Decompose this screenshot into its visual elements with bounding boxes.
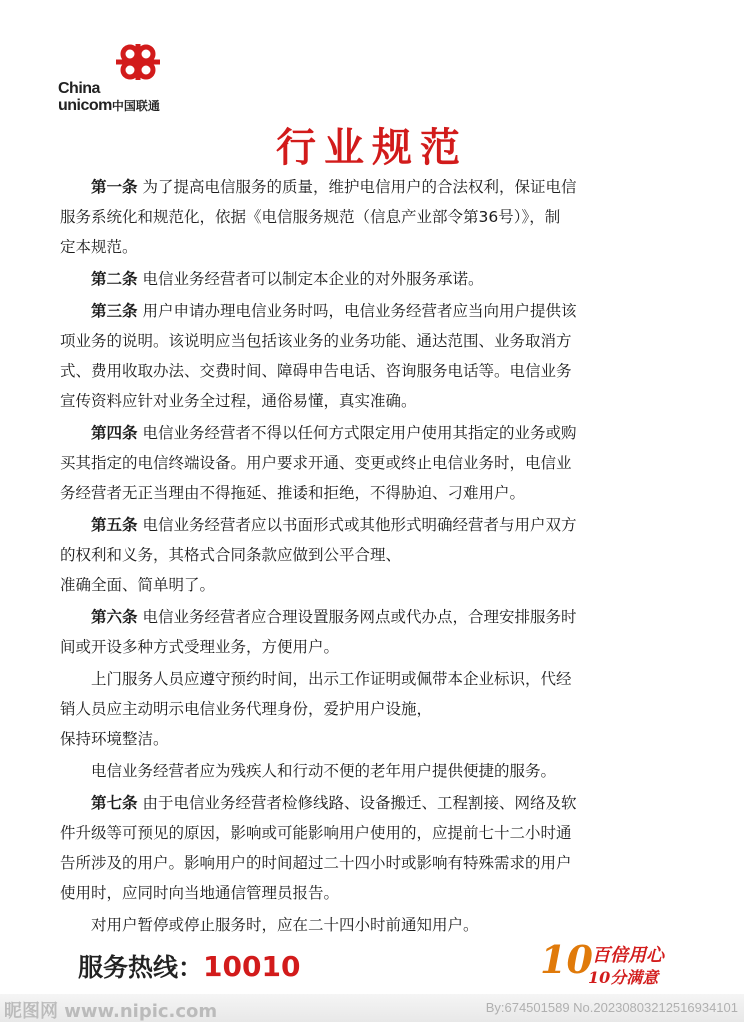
regulation-body <box>60 172 680 942</box>
article-line <box>60 848 680 878</box>
article-text: 项业务的说明。该说明应当包括该业务的业务功能、通达范围、业务取消方 <box>60 332 572 350</box>
slogan-badge <box>540 935 690 995</box>
article-text: 电信业务经营者应以书面形式或其他形式明确经营者与用户双方 <box>142 516 577 534</box>
article-line <box>60 418 680 448</box>
article-line <box>60 540 680 570</box>
article-text: 电信业务经营者应合理设置服务网点或代办点，合理安排服务时 <box>142 608 577 626</box>
page-title: 行业规范 <box>276 124 468 171</box>
article-label: 第五条 <box>91 516 138 534</box>
article-label: 第六条 <box>91 608 138 626</box>
article-text: 电信业务经营者不得以任何方式限定用户使用其指定的业务或购 <box>142 424 577 442</box>
article-line <box>60 632 680 662</box>
unicom-knot-icon <box>110 42 176 82</box>
article-text: 使用时，应同时向当地通信管理员报告。 <box>60 884 340 902</box>
article-line <box>60 756 680 786</box>
article-text: 件升级等可预见的原因，影响或可能影响用户使用的，应提前七十二小时通 <box>60 824 572 842</box>
logo-text-unicom-en: unicom <box>58 97 112 114</box>
article-line <box>60 878 680 908</box>
article-text: 准确全面、简单明了。 <box>60 576 216 594</box>
slogan-line-1: 百倍用心 <box>592 945 664 966</box>
article-paragraph <box>60 264 680 294</box>
article-paragraph <box>60 788 680 908</box>
article-line <box>60 478 680 508</box>
article-line <box>60 788 680 818</box>
article-line <box>60 202 680 232</box>
article-paragraph <box>60 756 680 786</box>
article-label: 第三条 <box>91 302 138 320</box>
article-line <box>60 264 680 294</box>
slogan-line-2: 10分满意 <box>588 968 659 987</box>
article-line <box>60 448 680 478</box>
article-label: 第七条 <box>91 794 138 812</box>
article-text: 服务系统化和规范化，依据《电信服务规范（信息产业部令第36号）》，制 <box>60 208 561 226</box>
article-text: 电信业务经营者应为残疾人和行动不便的老年用户提供便捷的服务。 <box>91 762 557 780</box>
watermark-site: 昵图网 www.nipic.com <box>4 1001 218 1022</box>
logo-text-unicom-cn: 中国联通 <box>111 99 160 113</box>
article-paragraph <box>60 418 680 508</box>
article-text: 间或开设多种方式受理业务，方便用户。 <box>60 638 340 656</box>
slogan-number: 10 <box>540 937 593 982</box>
article-text: 对用户暂停或停止服务时，应在二十四小时前通知用户。 <box>91 916 479 934</box>
article-text: 的权利和义务，其格式合同条款应做到公平合理、 <box>60 546 402 564</box>
article-paragraph <box>60 510 680 600</box>
hotline-label: 服务热线： <box>78 953 204 982</box>
article-text: 保持环境整洁。 <box>60 730 169 748</box>
article-line <box>60 510 680 540</box>
article-label: 第二条 <box>91 270 138 288</box>
article-line <box>60 818 680 848</box>
article-line <box>60 356 680 386</box>
article-line <box>60 172 680 202</box>
watermark-bar <box>0 994 744 1022</box>
article-line <box>60 386 680 416</box>
hotline-number: 10010 <box>203 950 301 983</box>
article-text: 告所涉及的用户。影响用户的时间超过二十四小时或影响有特殊需求的用户 <box>60 854 572 872</box>
article-line <box>60 326 680 356</box>
article-text: 买其指定的电信终端设备。用户要求开通、变更或终止电信业务时，电信业 <box>60 454 572 472</box>
article-text: 务经营者无正当理由不得拖延、推诿和拒绝，不得胁迫、刁难用户。 <box>60 484 526 502</box>
article-paragraph <box>60 602 680 662</box>
article-text: 上门服务人员应遵守预约时间，出示工作证明或佩带本企业标识，代经 <box>91 670 572 688</box>
article-text: 电信业务经营者可以制定本企业的对外服务承诺。 <box>142 270 484 288</box>
service-hotline <box>78 948 300 984</box>
article-text: 宣传资料应针对业务全过程，通俗易懂，真实准确。 <box>60 392 417 410</box>
article-line <box>60 664 680 694</box>
article-line <box>60 570 680 600</box>
logo-text-unicom <box>58 97 160 115</box>
article-line <box>60 602 680 632</box>
article-line <box>60 724 680 754</box>
article-label: 第一条 <box>91 178 138 196</box>
article-line <box>60 232 680 262</box>
article-text: 定本规范。 <box>60 238 138 256</box>
article-label: 第四条 <box>91 424 138 442</box>
article-paragraph <box>60 296 680 416</box>
article-line <box>60 694 680 724</box>
watermark-id: By:674501589 No.20230803212516934101 <box>485 1000 738 1015</box>
article-paragraph <box>60 172 680 262</box>
article-paragraph <box>60 664 680 754</box>
article-text: 用户申请办理电信业务时吗，电信业务经营者应当向用户提供该 <box>142 302 577 320</box>
china-unicom-logo <box>58 42 188 112</box>
article-text: 为了提高电信服务的质量，维护电信用户的合法权利，保证电信 <box>142 178 577 196</box>
logo-text-china: China <box>58 80 100 97</box>
article-text: 由于电信业务经营者检修线路、设备搬迁、工程割接、网络及软 <box>142 794 577 812</box>
article-text: 式、费用收取办法、交费时间、障碍申告电话、咨询服务电话等。电信业务 <box>60 362 572 380</box>
article-text: 销人员应主动明示电信业务代理身份，爱护用户设施， <box>60 700 433 718</box>
article-line <box>60 296 680 326</box>
